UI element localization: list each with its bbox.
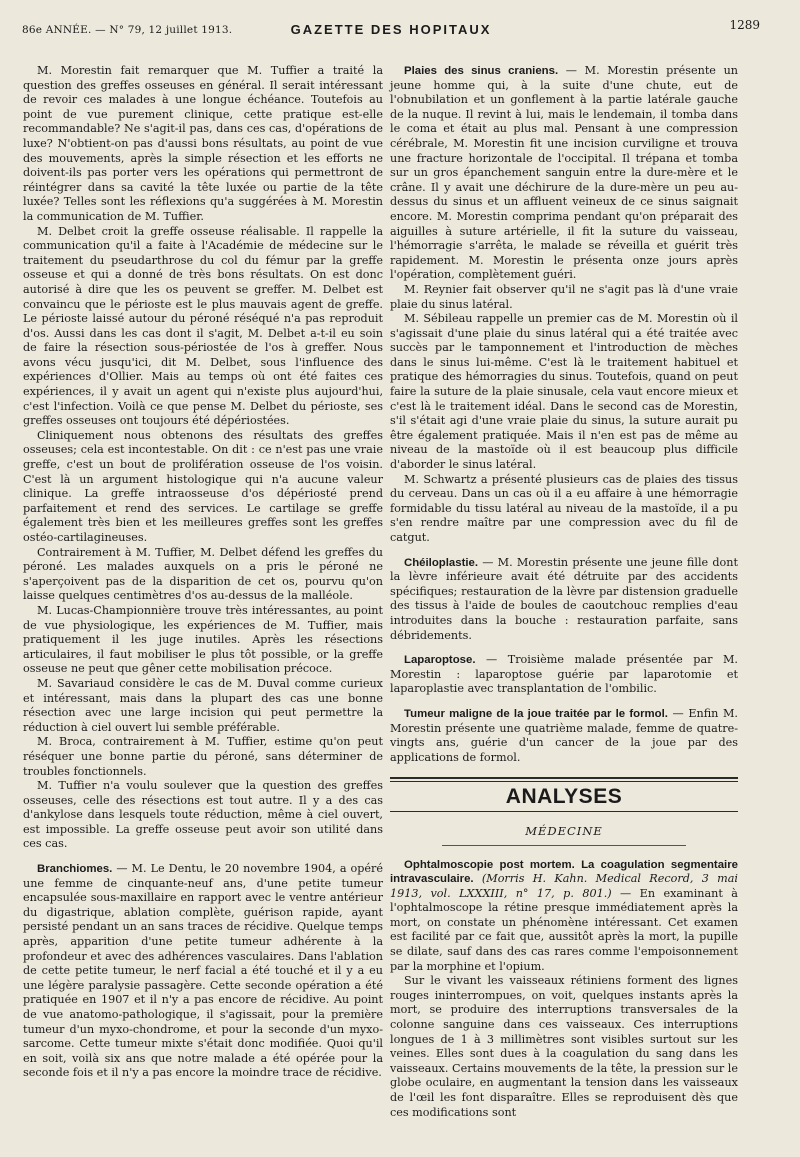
section-heading: Chéiloplastie. xyxy=(404,556,479,569)
analysis-reference: (Morris H. Kahn. Medical Record, 3 mai 1913, vol. LXXXIII, n° 17, p. 801.) xyxy=(390,872,738,900)
analysis-heading: Ophtalmoscopie post mortem. La coagulation segmentaire intravasculaire. xyxy=(390,858,738,886)
paragraph: M. Sébileau rappelle un premier cas de M. Morestin où il s'agissait d'une plaie du sinus latéral qui a été traitée avec succès par le tamponnement et l'introduction de mèches dans le sinus lui-même. C'est là le traitement habituel et pratique des hémorragies du sinus. Toutefois, quand on peut faire la suture de la plaie sinusale, cela vaut encore mieux et c'est là le traitement idéal. Dans le second cas de Morestin, s'il s'était agi d'une vraie plaie du sinus, la suture aurait pu être également pratiquée. Mais il n'en est pas de même au niveau de la mastoïde où il est beaucoup plus difficile d'aborder le sinus latéral. xyxy=(390,312,738,472)
section-paragraph xyxy=(23,862,383,1081)
paragraph: M. Tuffier n'a voulu soulever que la question des greffes osseuses, celle des résections est tout autre. Il y a des cas d'ankylose dans lesquels toute réduction, même à ciel ouvert, est impossible. La greffe osseuse peut avoir son utilité dans ces cas. xyxy=(23,779,383,851)
section-paragraph xyxy=(390,707,738,765)
left-column xyxy=(23,64,383,1081)
paragraph-text: — Troisième malade présentée par M. Morestin : laparoptose guérie par laparotomie et laparoplastie avec transplantation de l'ombilic. xyxy=(390,653,738,696)
analysis-paragraph xyxy=(390,858,738,975)
divider xyxy=(442,845,686,846)
paragraph: M. Broca, contrairement à M. Tuffier, estime qu'on peut réséquer une bonne partie du péroné, sans déterminer de troubles fonctionnels. xyxy=(23,735,383,778)
paragraph: M. Savariaud considère le cas de M. Duval comme curieux et intéressant, mais dans la plupart des cas une bonne résection avec une large incision qui peut permettre la réduction à ciel ouvert lui semble préférable. xyxy=(23,676,383,734)
paragraph: M. Lucas-Championnière trouve très intéressantes, au point de vue physiologique, les expériences de M. Tuffier, mais pratiquement il les juge inutiles. Après les résections articulaires, il faut mobiliser le plus tôt possible, or la greffe osseuse ne peut que gêner cette mobilisation précoce. xyxy=(23,603,383,676)
section-paragraph xyxy=(390,64,738,283)
page-number: 1289 xyxy=(729,18,760,32)
right-column xyxy=(390,64,738,1120)
paragraph: M. Schwartz a présenté plusieurs cas de plaies des tissus du cerveau. Dans un cas où il a eu affaire à une hémorragie formidable du tissu latéral au niveau de la mastoïde, il a pu s'en rendre maître par une compression avec du fil de catgut. xyxy=(390,472,738,544)
section-heading: Plaies des sinus craniens. xyxy=(404,65,559,77)
paragraph: Cliniquement nous obtenons des résultats des greffes osseuses; cela est incontestable. On dit : ce n'est pas une vraie greffe, c'est un bout de prolifération osseuse de l'os voisin. C'est là un argument histologique qui n'a aucune valeur clinique. La greffe intraosseuse d'os dépériosté prend parfaitement et rend des services. Le cartilage se greffe également très bien et les meilleures greffes sont les greffes ostéo-cartilagineuses. xyxy=(23,428,383,544)
section-title: ANALYSES xyxy=(505,785,623,809)
section-heading: Laparoptose. xyxy=(404,654,476,667)
section-paragraph xyxy=(390,556,738,644)
page-header xyxy=(22,18,760,48)
journal-title: GAZETTE DES HOPITAUX xyxy=(290,22,492,37)
paragraph-text: — Enfin M. Morestin présente une quatrième malade, femme de quatre-vingts ans, guérie d'un cancer de la joue par des applications de formol. xyxy=(390,706,738,764)
paragraph-text: — M. Le Dentu, le 20 novembre 1904, a opéré une femme de cinquante-neuf ans, d'une petite tumeur encapsulée sous-maxillaire en rapport avec le ventre antérieur du digastrique, ablation complète, guérison rapide, ayant persisté pendant un an sans traces de récidive. Quelque temps après, apparition d'une petite tumeur adhérente à la profondeur et avec des adhérences vasculaires. Dans l'ablation de cette petite tumeur, le nerf facial a été touché et il y a eu une légère paralysie passagère. Cette seconde opération a été pratiquée en 1907 et il n'y a pas encore de récidive. Au point de vue anatomo-pathologique, il s'agissait, pour la première tumeur d'un myxo-chondrome, et pour la seconde d'un myxo-sarcome. Cette tumeur mixte s'était donc modifiée. Quoi qu'il en soit, voilà six ans que notre malade a été opérée pour la seconde fois et il n'y a pas encore la moindre trace de récidive. xyxy=(23,862,383,1080)
double-rule xyxy=(390,777,738,782)
paragraph: Sur le vivant les vaisseaux rétiniens forment des lignes rouges ininterrompues, on voit, quelques instants après la mort, se produire des interruptions transversales de la colonne sanguine dans ces vaisseaux. Ces interruptions longues de 1 à 3 millimètres sont visibles surtout sur les veines. Elles sont dues à la coagulation du sang dans les vaisseaux. Certains mouvements de la tête, la pression sur le globe oculaire, en augmentant la tension dans les vaisseaux de l'œil les font disparaître. Elles se reproduisent dès que ces modifications sont xyxy=(390,974,738,1119)
paragraph-text: — M. Morestin présente une jeune fille dont la lèvre inférieure avait été détruite par des accidents spécifiques; restauration de la lèvre par distension graduelle des tissus à l'aide de boules de caoutchouc remplies d'eau introduites dans la bouche : restauration parfaite, sans débridements. xyxy=(390,555,738,642)
paragraph: M. Delbet croit la greffe osseuse réalisable. Il rappelle la communication qu'il a faite à l'Académie de médecine sur le traitement du pseudarthrose du col du fémur par la greffe osseuse et qui a donné de très bons résultats. On est donc autorisé à dire que les os peuvent se greffer. M. Delbet est convaincu que le périoste est le plus mauvais agent de greffe. Le périoste laissé autour du péroné réséqué n'a pas reproduit d'os. Aussi dans les cas dont il s'agit, M. Delbet a-t-il eu soin de faire la résection sous-périostée de l'os à greffer. Nous avons vécu jusqu'ici, dit M. Delbet, sous l'influence des expériences d'Ollier. Mais au temps où ont été faites ces expériences, il y avait un agent qui n'existe plus aujourd'hui, c'est l'infection. Voilà ce que pense M. Delbet du périoste, ses greffes osseuses ont toujours été dépériostées. xyxy=(23,224,383,428)
subsection-title: MÉDECINE xyxy=(525,823,603,838)
paragraph-text: — En examinant à l'ophtalmoscope la rétine presque immédiatement après la mort, on constate un phénomène intéressant. Cet examen est facilité par ce fait que, aussitôt après la mort, la pupille se dilate, sauf dans des cas rares comme l'empoisonnement par la morphine et l'opium. xyxy=(390,886,738,973)
issue-meta: 86e ANNÉE. — N° 79, 12 juillet 1913. xyxy=(22,24,233,36)
section-paragraph xyxy=(390,653,738,697)
section-heading: Tumeur maligne de la joue traitée par le formol. xyxy=(404,707,668,720)
divider xyxy=(390,811,738,812)
paragraph: Contrairement à M. Tuffier, M. Delbet défend les greffes du péroné. Les malades auxquels on a pris le péroné ne s'aperçoivent pas de la disparition de cet os, pourvu qu'on laisse quelques centimètres d'os au-dessus de la malléole. xyxy=(23,545,383,603)
paragraph: M. Morestin fait remarquer que M. Tuffier a traité la question des greffes osseuses en général. Il serait intéressant de revoir ces malades à une longue échéance. Toutefois au point de vue purement clinique, cette pratique est-elle recommandable? Ne s'agit-il pas, dans ces cas, d'opérations de luxe? N'obtient-on pas d'aussi bons résultats, au point de vue des mouvements, après la simple résection et les efforts ne doivent-ils pas porter vers les opérations qui permettront de réintégrer dans sa cavité la tête luxée ou partie de la tête luxée? Telles sont les réflexions qu'a suggérées à M. Morestin la communication de M. Tuffier. xyxy=(23,64,383,223)
paragraph-text: — M. Morestin présente un jeune homme qui, à la suite d'une chute, eut de l'obnubilation et un gonflement à la partie latérale gauche de la nuque. Il revint à lui, mais le lendemain, il tomba dans le coma et était au plus mal. Pensant à une compression cérébrale, M. Morestin fit une incision curviligne et trouva une fracture horizontale de l'occipital. Il trépana et tomba sur un gros épanchement sanguin entre la dure-mère et le crâne. Il y avait une déchirure de la dure-mère un peu au-dessus du sinus et un affluent veineux de ce sinus saignait encore. M. Morestin comprima pendant qu'on préparait des aiguilles à suture artérielle, il fit la suture du vaisseau, l'hémorragie s'arrêta, le malade se réveilla et guérit très rapidement. M. Morestin le présenta onze jours après l'opération, complètement guéri. xyxy=(390,64,738,282)
paragraph: M. Reynier fait observer qu'il ne s'agit pas là d'une vraie plaie du sinus latéral. xyxy=(390,282,738,311)
section-heading: Branchiomes. xyxy=(37,863,113,876)
